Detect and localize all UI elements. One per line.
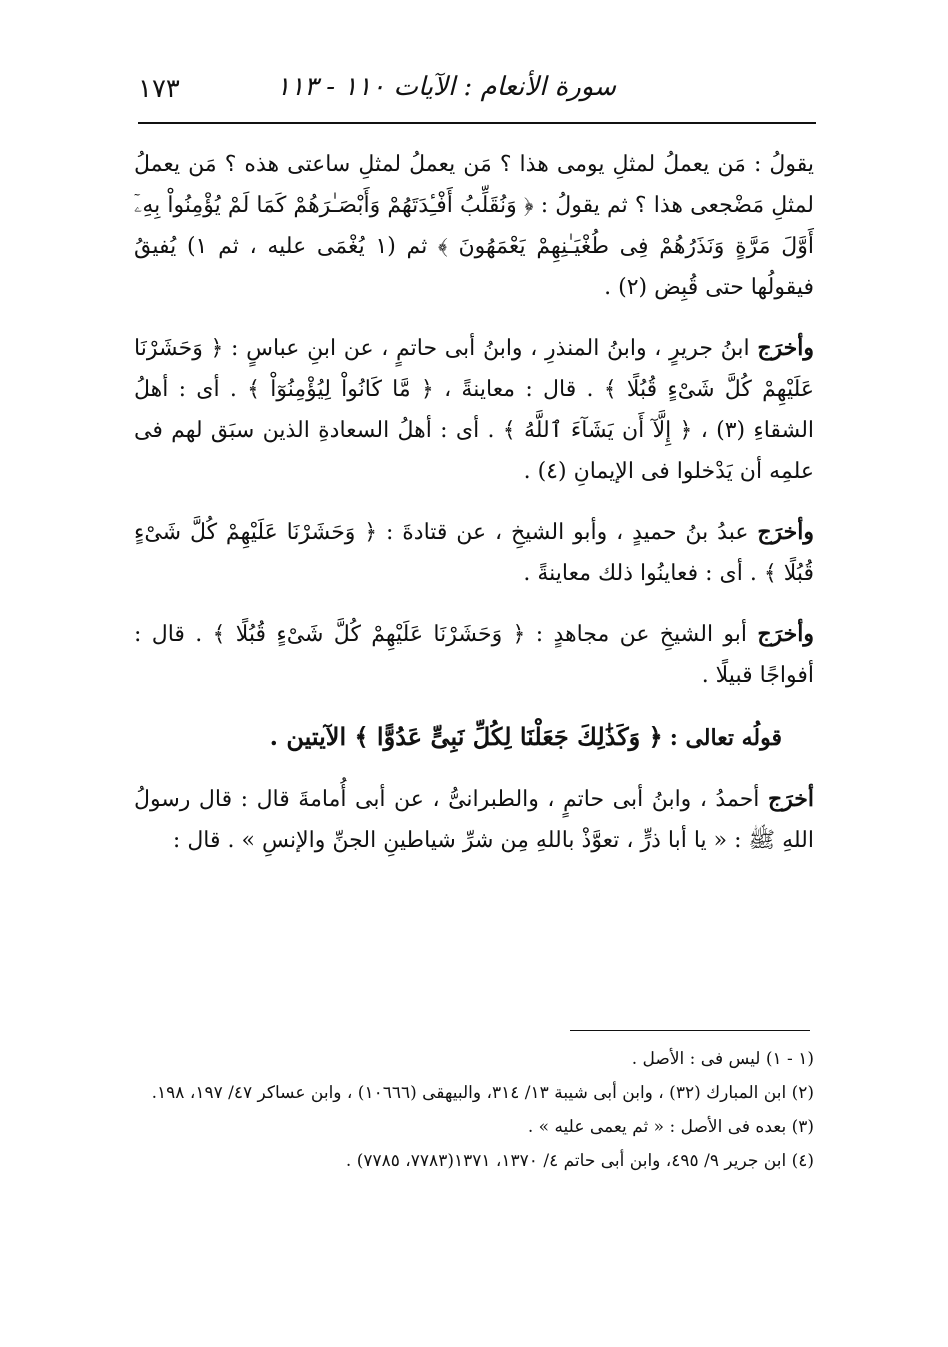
footnote: (٤) ابن جرير ٩/ ٤٩٥، وابن أبى حاتم ٤/ ١٣٧٠، ١٣٧١(٧٧٨٣، ٧٧٨٥) . [345,1151,814,1171]
paragraph [134,614,814,696]
paragraph-lead: أخرَج [767,786,814,812]
footnote: (٣) بعده فى الأصل : « ثم يعمى عليه » . [527,1117,814,1137]
footnotes [134,1042,814,1178]
paragraph [134,328,814,492]
header-rule [138,122,816,124]
paragraph-lead: وأخرَج [757,519,814,545]
paragraph-text: عبدُ بنُ حميدٍ ، وأبو الشيخِ ، عن قتادةَ : ﴿ وَحَشَرْنَا عَلَيْهِمْ كُلَّ شَىْءٍ قُبُلًا ﴾ . أى : فعاينُوا ذلك معاينةً . [134,520,814,586]
paragraph-text: أبو الشيخِ عن مجاهدٍ : ﴿ وَحَشَرْنَا عَلَيْهِمْ كُلَّ شَىْءٍ قُبُلًا ﴾ . قال : أفواجًا قبيلًا . [134,622,814,688]
page-number: ١٧٣ [138,74,180,104]
paragraph [134,512,814,594]
running-title: سورة الأنعام : الآيات ١١٠ - ١١٣ [276,72,616,102]
footnote-rule [570,1030,810,1031]
verse-heading [134,716,814,759]
main-text [134,144,814,861]
paragraph-lead: وأخرَج [757,335,814,361]
paragraph-text: ابنُ جريرٍ ، وابنُ المنذرِ ، وابنُ أبى حاتمٍ ، عن ابنِ عباسٍ : ﴿ وَحَشَرْنَا عَلَيْهِمْ كُلَّ شَىْءٍ قُبُلًا ﴾ . قال : معاينةً ، ﴿ مَّا كَانُواْ لِيُؤْمِنُوٓاْ ﴾ . أى : أهلُ الشقاءِ (٣) ، ﴿ إِلَّآ أَن يَشَآءَ ٱللَّهُ ﴾ . أى : أهلُ السعادةِ الذين سبَق لهم فى علمِه أن يَدْخلوا فى الإيمانِ (٤) . [134,336,815,484]
page-header [138,72,816,112]
footnote: (١ - ١) ليس فى : الأصل . [631,1049,814,1069]
verse-heading-lead: قولُه تعالى : [669,725,782,751]
paragraph-text: أحمدُ ، وابنُ أبى حاتمٍ ، والطبرانىُّ ، عن أبى أُمامةَ قال : قال رسولُ اللهِ ﷺ : « يا أبا ذرٍّ ، تعوَّذْ باللهِ مِن شرِّ شياطينِ الجنِّ والإنسِ » . قال : [134,787,814,853]
paragraph-text: يقولُ : مَن يعملُ لمثلِ يومى هذا ؟ مَن يعملُ لمثلِ ساعتى هذه ؟ مَن يعملُ لمثلِ مَضْجعى هذا ؟ ثم يقولُ : ﴿ وَنُقَلِّبُ أَفْـِٔدَتَهُمْ وَأَبْصَـٰرَهُمْ كَمَا لَمْ يُؤْمِنُواْ بِهِۦٓ أَوَّلَ مَرَّةٍ وَنَذَرُهُمْ فِى طُغْيَـٰنِهِمْ يَعْمَهُونَ ﴾ ثم (١ يُغْمَى عليه ، ثم ١) يُفيقُ فيقولُها حتى قُبِض (٢) . [134,152,814,300]
paragraph [134,779,814,861]
footnote: (٢) ابن المبارك (٣٢) ، وابن أبى شيبة ١٣/ ٣١٤، والبيهقى (١٠٦٦٦) ، وابن عساكر ٤٧/ ١٩٧، ١٩٨. [151,1083,814,1103]
paragraph [134,144,814,308]
verse-heading-text: ﴿ وَكَذَٰلِكَ جَعَلْنَا لِكُلِّ نَبِىٍّ عَدُوًّا ﴾ الآيتين . [269,722,663,751]
paragraph-lead: وأخرَج [757,621,815,647]
